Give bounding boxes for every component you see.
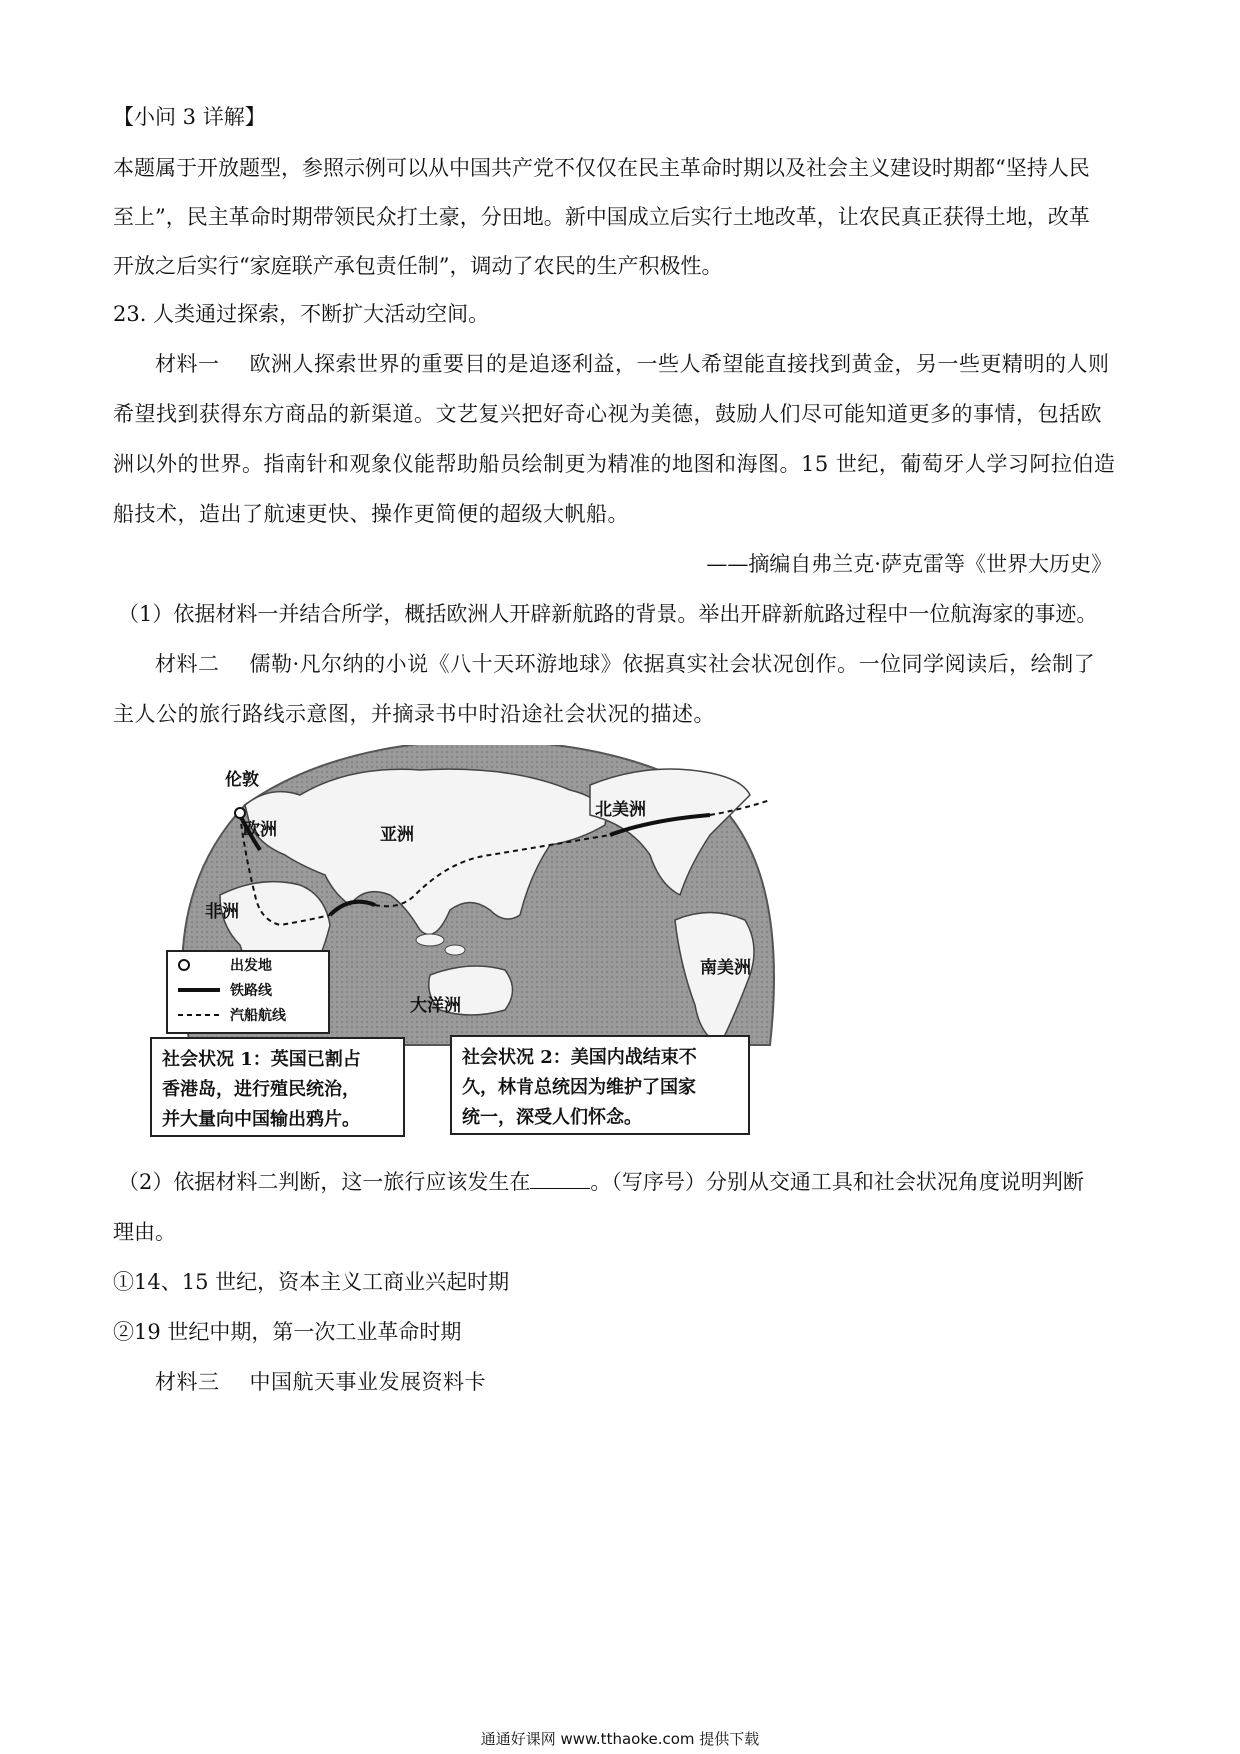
question-2-text-after: 。（写序号）分别从交通工具和社会状况角度说明判断	[590, 1170, 1084, 1194]
label-europe: 欧洲	[243, 820, 277, 840]
material-1-line-1	[155, 350, 1110, 378]
material-3-line	[155, 1368, 486, 1396]
material-3-text: 中国航天事业发展资料卡	[249, 1370, 486, 1394]
section-header: 【小问 3 详解】	[113, 105, 266, 129]
legend-ship	[168, 1002, 328, 1027]
island-shape	[416, 934, 444, 946]
note2-line: 统一，深受人们怀念。	[462, 1107, 642, 1128]
label-oceania: 大洋洲	[410, 996, 461, 1016]
material-1-line-4: 船技术，造出了航速更快、操作更简便的超级大帆船。	[113, 502, 629, 526]
legend-rail	[168, 977, 328, 1002]
label-south-america: 南美洲	[700, 958, 751, 978]
steamship-route-icon	[176, 1009, 224, 1021]
note1-line: 社会状况 1：英国已割占	[162, 1049, 361, 1070]
label-asia: 亚洲	[380, 825, 414, 845]
map-legend	[166, 950, 330, 1034]
answer-line-2: 至上”，民主革命时期带领民众打土豪，分田地。新中国成立后实行土地改革，让农民真正获得土地，改革	[113, 205, 1090, 229]
option-1: ①14、15 世纪，资本主义工商业兴起时期	[113, 1270, 510, 1294]
option-2: ②19 世纪中期，第一次工业革命时期	[113, 1320, 462, 1344]
material-1-text-1: 欧洲人探索世界的重要目的是追逐利益，一些人希望能直接找到黄金，另一些更精明的人则	[249, 352, 1110, 376]
note2-line: 久，林肯总统因为维护了国家	[462, 1077, 696, 1098]
travel-route-map	[150, 745, 780, 1135]
start-circle-icon	[176, 959, 224, 971]
label-north-america: 北美洲	[595, 800, 646, 820]
label-africa: 非洲	[205, 902, 239, 922]
legend-start	[168, 952, 328, 977]
legend-ship-label: 汽船航线	[230, 1007, 286, 1024]
note2-line: 社会状况 2：美国内战结束不	[462, 1047, 697, 1068]
material-2-line-1	[155, 650, 1095, 678]
note1-line: 并大量向中国输出鸦片。	[162, 1109, 360, 1130]
social-condition-2-box	[450, 1035, 750, 1135]
note1-line: 香港岛，进行殖民统治，	[162, 1079, 360, 1100]
label-london: 伦敦	[225, 770, 259, 790]
material-1-label: 材料一	[155, 352, 220, 376]
material-1-source: ——摘编自弗兰克·萨克雷等《世界大历史》	[706, 552, 1112, 576]
material-3-label: 材料三	[155, 1370, 220, 1394]
question-2-text-before: （2）依据材料二判断，这一旅行应该发生在	[118, 1170, 531, 1194]
answer-line-1: 本题属于开放题型，参照示例可以从中国共产党不仅仅在民主革命时期以及社会主义建设时期都“坚持人民	[113, 156, 1090, 180]
material-2-label: 材料二	[155, 652, 220, 676]
question-2-line-2: 理由。	[113, 1220, 176, 1244]
legend-start-label: 出发地	[230, 957, 272, 974]
island-shape	[445, 945, 465, 955]
material-1-line-3: 洲以外的世界。指南针和观象仪能帮助船员绘制更为精准的地图和海图。15 世纪，葡萄牙人学习阿拉伯造	[113, 452, 1116, 476]
material-2-line-2: 主人公的旅行路线示意图，并摘录书中时沿途社会状况的描述。	[113, 702, 715, 726]
answer-line-3: 开放之后实行“家庭联产承包责任制”，调动了农民的生产积极性。	[113, 254, 723, 278]
question-1: （1）依据材料一并结合所学，概括欧洲人开辟新航路的背景。举出开辟新航路过程中一位航海家的事迹。	[118, 602, 1098, 626]
social-condition-1-box	[150, 1037, 405, 1137]
question-2-line-1	[118, 1168, 1084, 1196]
answer-blank	[530, 1170, 590, 1189]
page-footer: 通通好课网 www.tthaoke.com 提供下载	[480, 1730, 760, 1748]
material-1-line-2: 希望找到获得东方商品的新渠道。文艺复兴把好奇心视为美德，鼓励人们尽可能知道更多的事情，包括欧	[113, 402, 1102, 426]
railway-line-icon	[176, 984, 224, 996]
legend-rail-label: 铁路线	[230, 982, 272, 999]
material-2-text-1: 儒勒·凡尔纳的小说《八十天环游地球》依据真实社会状况创作。一位同学阅读后，绘制了	[249, 652, 1096, 676]
question-23: 23. 人类通过探索，不断扩大活动空间。	[113, 302, 490, 326]
